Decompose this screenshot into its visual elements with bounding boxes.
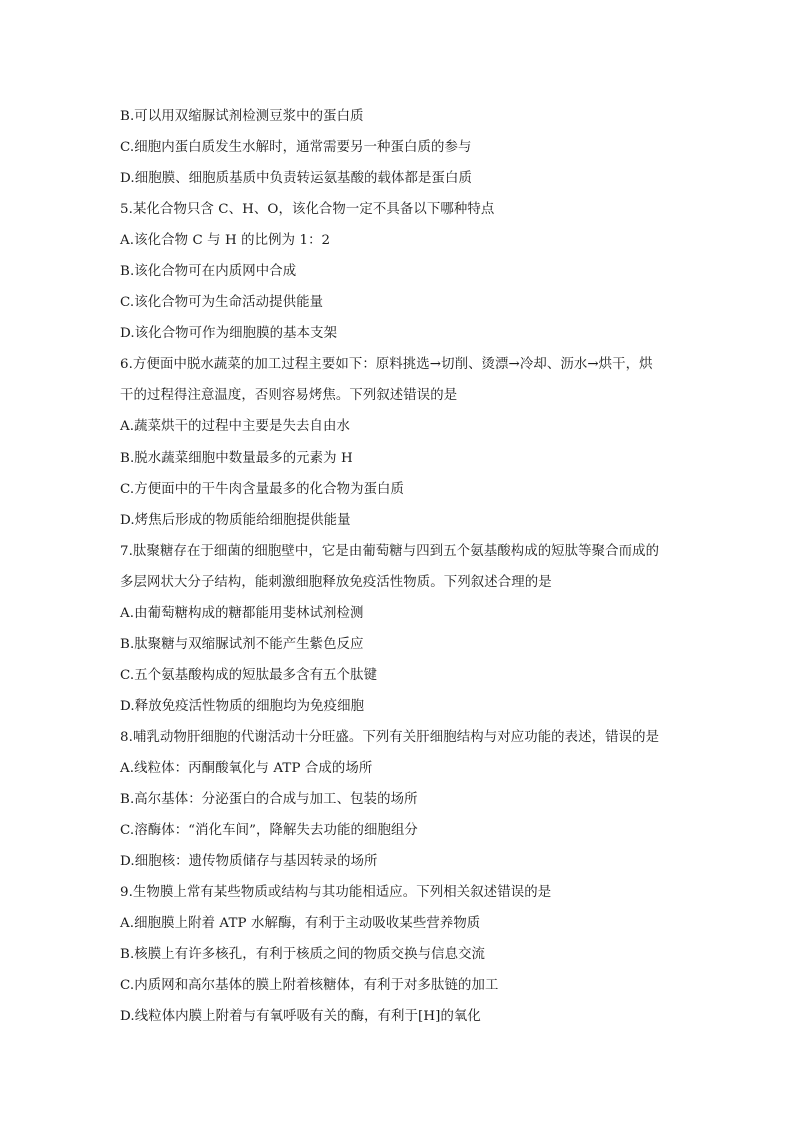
option-b-q9: B.核膜上有许多核孔，有利于核质之间的物质交换与信息交流 xyxy=(120,947,486,963)
option-c-q9: C.内质网和高尔基体的膜上附着核糖体，有利于对多肽链的加工 xyxy=(120,978,499,994)
question-6-line-2: 干的过程得注意温度，否则容易烤焦。下列叙述错误的是 xyxy=(120,388,458,404)
option-d-q4: D.细胞膜、细胞质基质中负责转运氨基酸的载体都是蛋白质 xyxy=(120,171,472,187)
option-a-q8: A.线粒体：丙酮酸氧化与 ATP 合成的场所 xyxy=(120,760,373,776)
option-c-q7: C.五个氨基酸构成的短肽最多含有五个肽键 xyxy=(120,667,378,683)
option-c-q5: C.该化合物可为生命活动提供能量 xyxy=(120,295,324,311)
option-d-q7: D.释放免疫活性物质的细胞均为免疫细胞 xyxy=(120,698,365,714)
question-9: 9.生物膜上常有某些物质或结构与其功能相适应。下列相关叙述错误的是 xyxy=(120,885,552,901)
option-a-q5: A.该化合物 C 与 H 的比例为 1：2 xyxy=(120,233,331,249)
question-7-line-2: 多层网状大分子结构，能刺激细胞释放免疫活性物质。下列叙述合理的是 xyxy=(120,574,552,590)
question-8: 8.哺乳动物肝细胞的代谢活动十分旺盛。下列有关肝细胞结构与对应功能的表述，错误的是 xyxy=(120,729,660,745)
question-5: 5.某化合物只含 C、H、O，该化合物一定不具备以下哪种特点 xyxy=(120,202,495,218)
option-b-q5: B.该化合物可在内质网中合成 xyxy=(120,264,297,280)
option-b-q6: B.脱水蔬菜细胞中数量最多的元素为 H xyxy=(120,450,353,466)
question-7-line-1: 7.肽聚糖存在于细菌的细胞壁中，它是由葡萄糖与四到五个氨基酸构成的短肽等聚合而成的 xyxy=(120,543,660,559)
option-d-q8: D.细胞核：遗传物质储存与基因转录的场所 xyxy=(120,854,378,870)
option-b-q7: B.肽聚糖与双缩脲试剂不能产生紫色反应 xyxy=(120,636,364,652)
option-c-q8: C.溶酶体：“消化车间”，降解失去功能的细胞组分 xyxy=(120,823,418,839)
question-6-line-1: 6.方便面中脱水蔬菜的加工过程主要如下：原料挑选→切削、烫漂→冷却、沥水→烘干，烘 xyxy=(120,357,653,373)
option-d-q5: D.该化合物可作为细胞膜的基本支架 xyxy=(120,326,338,342)
option-b-q4: B.可以用双缩脲试剂检测豆浆中的蛋白质 xyxy=(120,109,364,124)
option-c-q6: C.方便面中的干牛肉含量最多的化合物为蛋白质 xyxy=(120,481,405,497)
option-a-q6: A.蔬菜烘干的过程中主要是失去自由水 xyxy=(120,419,350,435)
option-c-q4: C.细胞内蛋白质发生水解时，通常需要另一种蛋白质的参与 xyxy=(120,140,472,156)
option-a-q9: A.细胞膜上附着 ATP 水解酶，有利于主动吸收某些营养物质 xyxy=(120,916,481,932)
option-a-q7: A.由葡萄糖构成的糖都能用斐林试剂检测 xyxy=(120,605,364,621)
option-d-q6: D.烤焦后形成的物质能给细胞提供能量 xyxy=(120,512,351,528)
document-page xyxy=(120,101,680,1032)
option-d-q9: D.线粒体内膜上附着与有氧呼吸有关的酶，有利于[H]的氧化 xyxy=(120,1009,481,1025)
option-b-q8: B.高尔基体：分泌蛋白的合成与加工、包装的场所 xyxy=(120,792,418,808)
